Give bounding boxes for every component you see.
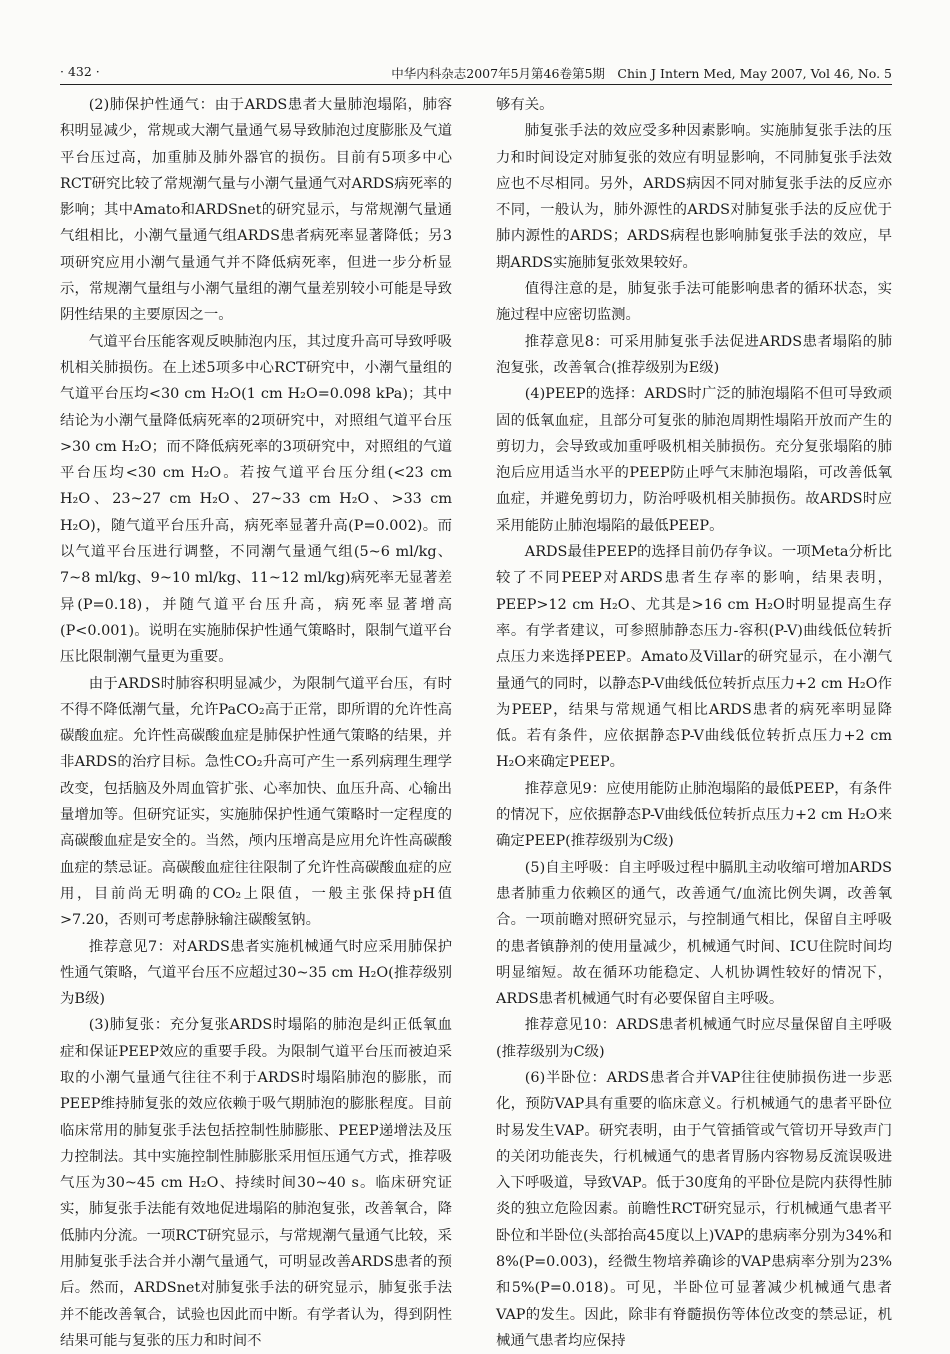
recommendation-9: 推荐意见9：应使用能防止肺泡塌陷的最低PEEP，有条件的情况下，应依据静态P-V曲线低位转折点压力+2 cm H₂O来确定PEEP(推荐级别为C级)	[496, 780, 892, 850]
paragraph-recruitment-factors: 肺复张手法的效应受多种因素影响。实施肺复张手法的压力和时间设定对肺复张的效应有明显影响，不同肺复张手法效应也不尽相同。另外，ARDS病因不同对肺复张手法的反应亦不同，一般认为，肺外源性的ARDS对肺复张手法的反应优于肺内源性的ARDS；ARDS病程也影响肺复张手法的效应，早期ARDS实施肺复张效果较好。	[496, 123, 892, 271]
paragraph-continuation: 够有关。	[496, 97, 554, 113]
paragraph-peep-selection: (4)PEEP的选择：ARDS时广泛的肺泡塌陷不但可导致顽固的低氧血症，且部分可复张的肺泡周期性塌陷开放而产生的剪切力，会导致或加重呼吸机相关肺损伤。充分复张塌陷的肺泡后应用适当水平的PEEP防止呼气末肺泡塌陷，可改善低氧血症，并避免剪切力，防治呼吸机相关肺损伤。故ARDS时应采用能防止肺泡塌陷的最低PEEP。	[496, 386, 892, 534]
paragraph-plateau-pressure: 气道平台压能客观反映肺泡内压，其过度升高可导致呼吸机相关肺损伤。在上述5项多中心RCT研究中，小潮气量组的气道平台压均<30 cm H₂O(1 cm H₂O=0.098 kPa)；其中结论为小潮气量降低病死率的2项研究中，对照组气道平台压>30 cm H₂O；而不降低病死率的3项研究中，对照组的气道平台压均<30 cm H₂O。若按气道平台压分组(<23 cm H₂O、23~27 cm H₂O、27~33 cm H₂O、>33 cm H₂O)，随气道平台压升高，病死率显著升高(P=0.002)。而以气道平台压进行调整，不同潮气量通气组(5~6 ml/kg、7~8 ml/kg、9~10 ml/kg、11~12 ml/kg)病死率无显著差异(P=0.18)，并随气道平台压升高，病死率显著增高(P<0.001)。说明在实施肺保护性通气策略时，限制气道平台压比限制潮气量更为重要。	[60, 333, 452, 666]
recommendation-7: 推荐意见7：对ARDS患者实施机械通气时应采用肺保护性通气策略，气道平台压不应超过30~35 cm H₂O(推荐级别为B级)	[60, 938, 452, 1008]
paragraph-lung-recruitment: (3)肺复张：充分复张ARDS时塌陷的肺泡是纠正低氧血症和保证PEEP效应的重要手段。为限制气道平台压而被迫采取的小潮气量通气往往不利于ARDS时塌陷肺泡的膨胀，而PEEP维持肺复张的效应依赖于吸气期肺泡的膨胀程度。目前临床常用的肺复张手法包括控制性肺膨胀、PEEP递增法及压力控制法。其中实施控制性肺膨胀采用恒压通气方式，推荐吸气压为30~45 cm H₂O、持续时间30~40 s。临床研究证实，肺复张手法能有效地促进塌陷的肺泡复张，改善氧合，降低肺内分流。一项RCT研究显示，与常规潮气量通气比较，采用肺复张手法合并小潮气量通气，可明显改善ARDS患者的预后。然而，ARDSnet对肺复张手法的研究显示，肺复张手法并不能改善氧合，试验也因此而中断。有学者认为，得到阴性结果可能与复张的压力和时间不	[60, 1017, 452, 1349]
paragraph-permissive-hypercapnia: 由于ARDS时肺容积明显减少，为限制气道平台压，有时不得不降低潮气量，允许PaCO₂高于正常，即所谓的允许性高碳酸血症。允许性高碳酸血症是肺保护性通气策略的结果，并非ARDS的治疗目标。急性CO₂升高可产生一系列病理生理学改变，包括脑及外周血管扩张、心率加快、血压升高、心输出量增加等。但研究证实，实施肺保护性通气策略时一定程度的高碳酸血症是安全的。当然，颅内压增高是应用允许性高碳酸血症的禁忌证。高碳酸血症往往限制了允许性高碳酸血症的应用，目前尚无明确的CO₂上限值，一般主张保持pH值>7.20，否则可考虑静脉输注碳酸氢钠。	[60, 675, 452, 929]
left-column	[60, 92, 452, 1354]
paragraph-spontaneous-breathing: (5)自主呼吸：自主呼吸过程中膈肌主动收缩可增加ARDS患者肺重力依赖区的通气，改善通气/血流比例失调，改善氧合。一项前瞻对照研究显示，与控制通气相比，保留自主呼吸的患者镇静剂的使用量减少，机械通气时间、ICU住院时间均明显缩短。故在循环功能稳定、人机协调性较好的情况下，ARDS患者机械通气时有必要保留自主呼吸。	[496, 859, 892, 1008]
recommendation-10: 推荐意见10：ARDS患者机械通气时应尽量保留自主呼吸(推荐级别为C级)	[496, 1017, 892, 1060]
paragraph-semi-recumbent: (6)半卧位：ARDS患者合并VAP往往使肺损伤进一步恶化，预防VAP具有重要的临床意义。行机械通气的患者平卧位时易发生VAP。研究表明，由于气管插管或气管切开导致声门的关闭功能丧失，行机械通气的患者胃肠内容物易反流误吸进入下呼吸道，导致VAP。低于30度角的平卧位是院内获得性肺炎的独立危险因素。前瞻性RCT研究显示，行机械通气患者平卧位和半卧位(头部抬高45度以上)VAP的患病率分别为34%和8%(P=0.003)，经微生物培养确诊的VAP患病率分别为23%和5%(P=0.018)。可见，半卧位可显著减少机械通气患者VAP的发生。因此，除非有脊髓损伤等体位改变的禁忌证，机械通气患者均应保持	[496, 1069, 892, 1349]
recommendation-8: 推荐意见8：可采用肺复张手法促进ARDS患者塌陷的肺泡复张，改善氧合(推荐级别为E级)	[496, 333, 892, 376]
right-column	[496, 92, 892, 1354]
journal-running-head: 中华内科杂志2007年5月第46卷第5期 Chin J Intern Med, May 2007, Vol 46, No. 5	[391, 66, 892, 81]
paragraph-optimal-peep: ARDS最佳PEEP的选择目前仍存争议。一项Meta分析比较了不同PEEP对ARDS患者生存率的影响，结果表明，PEEP>12 cm H₂O、尤其是>16 cm H₂O时明显提高生存率。有学者建议，可参照肺静态压力-容积(P-V)曲线低位转折点压力来选择PEEP。Amato及Villar的研究显示，在小潮气量通气的同时，以静态P-V曲线低位转折点压力+2 cm H₂O作为PEEP，结果与常规通气相比ARDS患者的病死率明显降低。若有条件，应依据静态P-V曲线低位转折点压力+2 cm H₂O来确定PEEP。	[496, 544, 892, 771]
paragraph-recruitment-caution: 值得注意的是，肺复张手法可能影响患者的循环状态，实施过程中应密切监测。	[496, 281, 892, 324]
running-header	[60, 60, 892, 85]
paragraph-lung-protective-ventilation: (2)肺保护性通气：由于ARDS患者大量肺泡塌陷，肺容积明显减少，常规或大潮气量通气易导致肺泡过度膨胀及气道平台压过高，加重肺及肺外器官的损伤。目前有5项多中心RCT研究比较了常规潮气量与小潮气量通气对ARDS病死率的影响；其中Amato和ARDSnet的研究显示，与常规潮气量通气组相比，小潮气量通气组ARDS患者病死率显著降低；另3项研究应用小潮气量通气并不降低病死率，但进一步分析显示，常规潮气量组与小潮气量组的潮气量差别较小可能是导致阴性结果的主要原因之一。	[60, 97, 452, 324]
page-number: · 432 ·	[60, 64, 100, 79]
